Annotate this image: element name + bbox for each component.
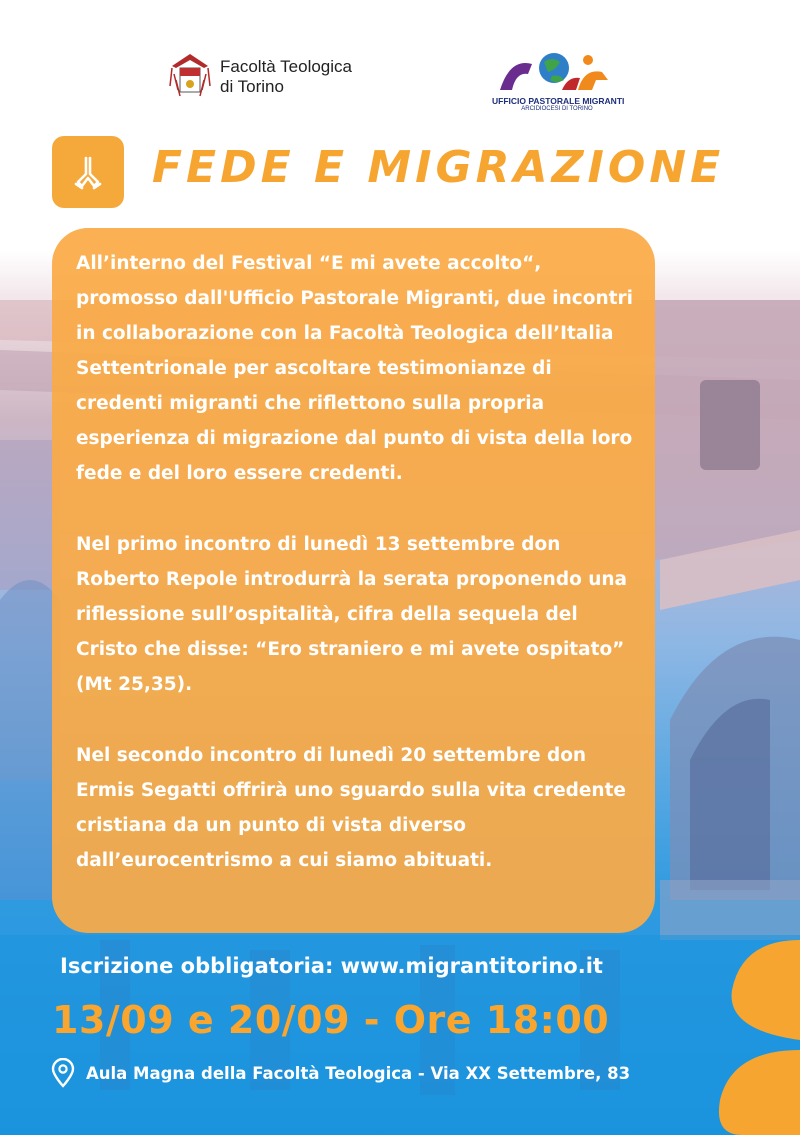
paragraph-first-meeting: Nel primo incontro di lunedì 13 settembre don Roberto Repole introdurrà la serata proponendo una riflessione sull’ospitalità, cifra della sequela del Cristo che disse: “Ero straniero e mi avete ospitato” (Mt 25,35). — [76, 534, 628, 695]
paragraph-second-meeting: Nel secondo incontro di lunedì 20 settembre don Ermis Segatti offrirà uno sguardo sulla vita credente cristiana da un punto di vista diverso dall’eurocentrismo a cui siamo abituati. — [76, 745, 626, 871]
office-diocese: ARCIDIOCESI DI TORINO — [521, 106, 593, 112]
cardinal-crest-icon — [168, 52, 212, 102]
faculty-name-line2: di Torino — [220, 77, 284, 96]
decorative-shape — [712, 940, 800, 1135]
venue-info — [50, 1058, 630, 1088]
event-dates: 13/09 e 20/09 - Ore 18:00 — [52, 998, 610, 1042]
paragraph-intro: All’interno del Festival “E mi avete accolto“, promosso dall'Ufficio Pastorale Migranti, due incontri in collaborazione con la Facoltà Teologica dell’Italia Settentrionale per ascoltare testimonianze di credenti migranti che riflettono sulla propria esperienza di migrazione dal punto di vista della loro fede e del loro essere credenti. — [76, 253, 633, 484]
office-name: UFFICIO PASTORALE MIGRANTI — [492, 96, 625, 106]
faculty-logo — [168, 52, 352, 102]
faculty-name-line1: Facoltà Teologica — [220, 57, 352, 76]
description-card — [52, 228, 655, 933]
registration-notice[interactable]: Iscrizione obbligatoria: www.migrantitorino.it — [60, 954, 603, 978]
page-title: FEDE E MIGRAZIONE — [152, 142, 725, 193]
location-pin-icon — [50, 1058, 76, 1088]
venue-address: Aula Magna della Facoltà Teologica - Via XX Settembre, 83 — [86, 1063, 631, 1083]
migrants-globe-icon — [492, 50, 622, 92]
title-icon-box — [52, 136, 124, 208]
office-logo — [492, 50, 625, 112]
praying-hands-icon — [70, 154, 106, 190]
